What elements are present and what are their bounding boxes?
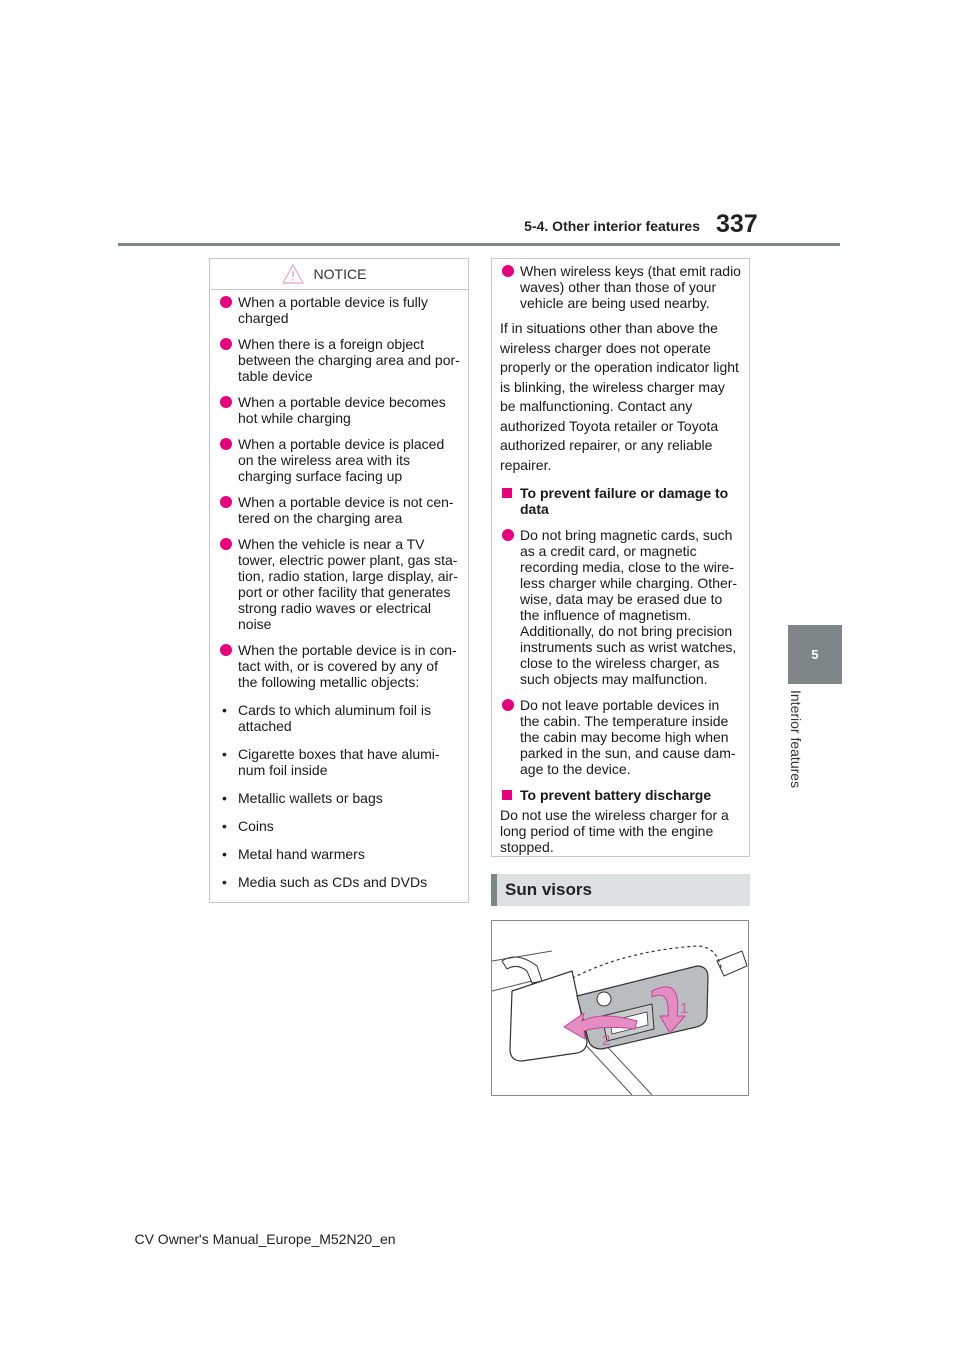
paragraph: Do not use the wireless charger for a long period of time with the engine stopped.: [500, 807, 729, 855]
list-item: When there is a foreign object between the charging area and por-table device: [218, 336, 460, 384]
sub-list-item: • Cigarette boxes that have alumi-num foil inside: [222, 746, 440, 778]
bullet-dot-icon: [502, 265, 514, 277]
warning-triangle-icon: [282, 264, 304, 284]
list-item: When the portable device is in con-tact with, or is covered by any of the following metallic objects:: [218, 642, 460, 690]
sub-list-item: • Metallic wallets or bags: [222, 790, 383, 806]
notice-title: NOTICE: [313, 266, 367, 282]
bullet-dot-icon: [502, 699, 514, 711]
sun-visor-illustration: [491, 920, 749, 1096]
label-2: 2: [602, 1032, 611, 1049]
sub-list-item: • Cards to which aluminum foil is attached: [222, 702, 431, 734]
notice-continued-content: [492, 259, 749, 855]
list-item: When a portable device is placed on the wireless area with its charging surface facing up: [218, 436, 460, 484]
header-divider: [118, 243, 840, 246]
chapter-label: Interior features: [788, 690, 804, 789]
bullet-dot-icon: [220, 296, 232, 308]
list-item: When a portable device is not cen-tered on the charging area: [218, 494, 460, 526]
bullet-dot-icon: [220, 396, 232, 408]
bullet-dot-icon: [220, 338, 232, 350]
list-item: When the vehicle is near a TV tower, electric power plant, gas sta-tion, radio station, large display, air-port or other facility that generates strong radio waves or electrical noise: [218, 536, 460, 632]
subheading: To prevent failure or damage to data: [500, 485, 741, 517]
bullet-dot-icon: [220, 496, 232, 508]
bullet-dot-icon: [502, 529, 514, 541]
notice-box: [209, 258, 469, 903]
label-1: 1: [680, 1000, 689, 1017]
page-number: 337: [716, 210, 758, 238]
sub-list-item: • Coins: [222, 818, 274, 834]
bullet-dot-icon: [220, 644, 232, 656]
sub-list-item: • Metal hand warmers: [222, 846, 365, 862]
list-item: When a portable device is fully charged: [218, 294, 460, 326]
notice-header: [210, 259, 468, 290]
notice-continued-box: [491, 258, 750, 857]
square-bullet-icon: [502, 488, 512, 498]
sun-visor-drawing: [492, 921, 748, 1095]
list-item: When wireless keys (that emit radio waves) other than those of your vehicle are being used nearby.: [500, 263, 741, 311]
subheading: To prevent battery discharge: [500, 787, 741, 803]
section-header: 5-4. Other interior features: [524, 218, 700, 234]
paragraph: If in situations other than above the wireless charger does not operate properly or the operation indicator light is blinking, the wireless charger may be malfunctioning. Contact any authorized Toyota retailer or Toyota authorized repairer, or any reliable repairer.: [500, 320, 739, 473]
notice-content: [210, 290, 468, 890]
section-title: Sun visors: [491, 874, 750, 906]
list-item: Do not leave portable devices in the cabin. The temperature inside the cabin may become high when parked in the sun, and cause dam-age to the device.: [500, 697, 741, 777]
chapter-tab: 5: [788, 625, 842, 684]
bullet-dot-icon: [220, 438, 232, 450]
list-item: When a portable device becomes hot while charging: [218, 394, 460, 426]
square-bullet-icon: [502, 790, 512, 800]
list-item: Do not bring magnetic cards, such as a credit card, or magnetic recording media, close to the wire-less charger while charging. Other-wise, data may be erased due to the influence of magnetism. Additionally, do not bring precision instruments such as wrist watches, close to the wireless charger, as such objects may malfunction.: [500, 527, 741, 687]
footer: CV Owner's Manual_Europe_M52N20_en: [134, 1231, 396, 1247]
bullet-dot-icon: [220, 538, 232, 550]
sub-list-item: • Media such as CDs and DVDs: [222, 874, 428, 890]
